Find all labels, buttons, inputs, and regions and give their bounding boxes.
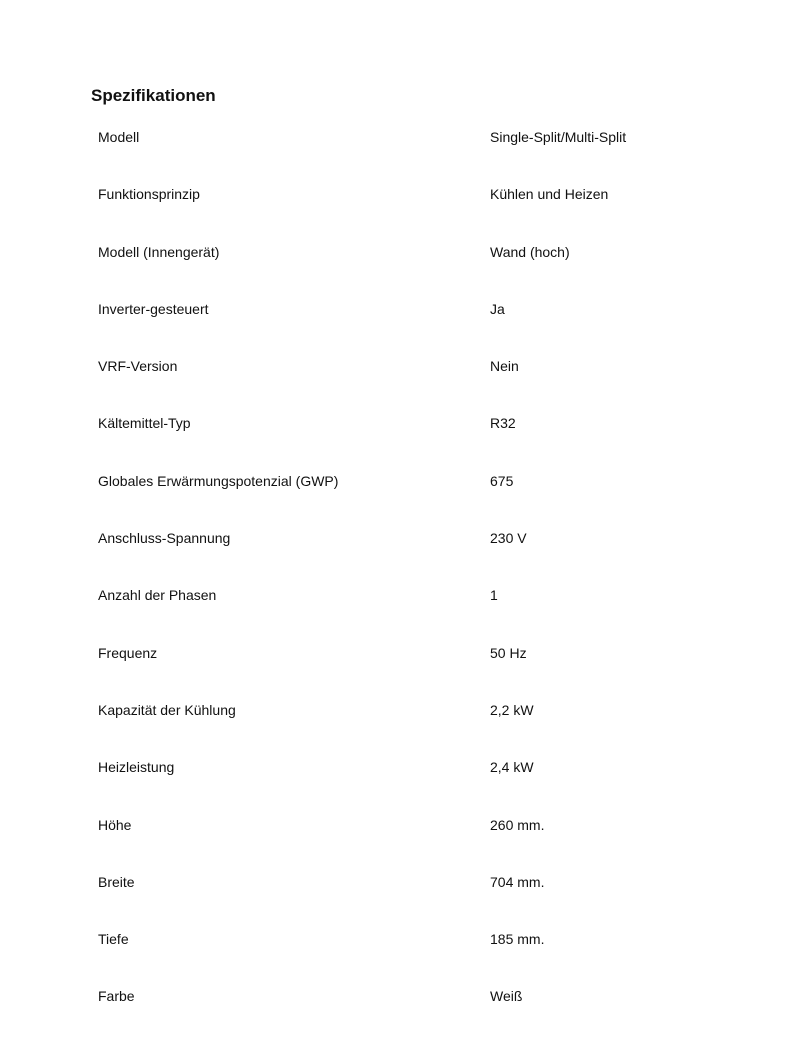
spec-row-frequenz xyxy=(98,642,698,699)
spec-value: Nein xyxy=(490,358,519,375)
spec-row-gwp xyxy=(98,470,698,527)
spec-row-breite xyxy=(98,871,698,928)
spec-value: 185 mm. xyxy=(490,931,545,948)
spec-label: Anzahl der Phasen xyxy=(98,587,217,604)
spec-value: 1 xyxy=(490,587,498,604)
spec-label: Modell (Innengerät) xyxy=(98,243,220,260)
spec-row-modell-innengeraet xyxy=(98,241,698,298)
spec-row-heizleistung xyxy=(98,756,698,813)
spec-label: Frequenz xyxy=(98,644,158,661)
spec-value: 2,2 kW xyxy=(490,701,534,718)
section-title: Spezifikationen xyxy=(91,86,216,105)
spec-row-kuehlung xyxy=(98,699,698,756)
spec-value: 260 mm. xyxy=(490,816,545,833)
spec-value: Ja xyxy=(490,300,505,317)
spec-value: 2,4 kW xyxy=(490,759,534,776)
spec-row-tiefe xyxy=(98,928,698,985)
spec-row-phasen xyxy=(98,584,698,641)
spec-value: 675 xyxy=(490,472,514,489)
spec-label: VRF-Version xyxy=(98,358,178,375)
spec-value: Wand (hoch) xyxy=(490,243,570,260)
spec-label: Kältemittel-Typ xyxy=(98,415,191,432)
spec-value: Weiß xyxy=(490,988,523,1005)
spec-label: Kapazität der Kühlung xyxy=(98,701,236,718)
spec-row-vrf xyxy=(98,355,698,412)
spec-label: Funktionsprinzip xyxy=(98,186,200,203)
spec-label: Inverter-gesteuert xyxy=(98,300,209,317)
spec-value: R32 xyxy=(490,415,516,432)
spec-row-spannung xyxy=(98,527,698,584)
spec-label: Höhe xyxy=(98,816,132,833)
spec-row-hoehe xyxy=(98,814,698,871)
spec-label: Anschluss-Spannung xyxy=(98,530,231,547)
spec-label: Breite xyxy=(98,873,135,890)
spec-label: Modell xyxy=(98,129,140,145)
spec-row-inverter xyxy=(98,298,698,355)
spec-label: Globales Erwärmungspotenzial (GWP) xyxy=(98,472,339,489)
spec-row-farbe xyxy=(98,985,698,1042)
spec-row-kaeltemittel xyxy=(98,412,698,469)
spec-row-funktionsprinzip xyxy=(98,183,698,240)
spec-table xyxy=(98,126,698,1043)
spec-value: Single-Split/Multi-Split xyxy=(490,129,627,145)
spec-label: Farbe xyxy=(98,988,135,1005)
spec-value: 230 V xyxy=(490,530,527,547)
spec-row-modell xyxy=(98,126,698,183)
spec-value: 704 mm. xyxy=(490,873,545,890)
spec-value: 50 Hz xyxy=(490,644,527,661)
spec-value: Kühlen und Heizen xyxy=(490,186,609,203)
spec-label: Tiefe xyxy=(98,931,129,948)
spec-label: Heizleistung xyxy=(98,759,175,776)
